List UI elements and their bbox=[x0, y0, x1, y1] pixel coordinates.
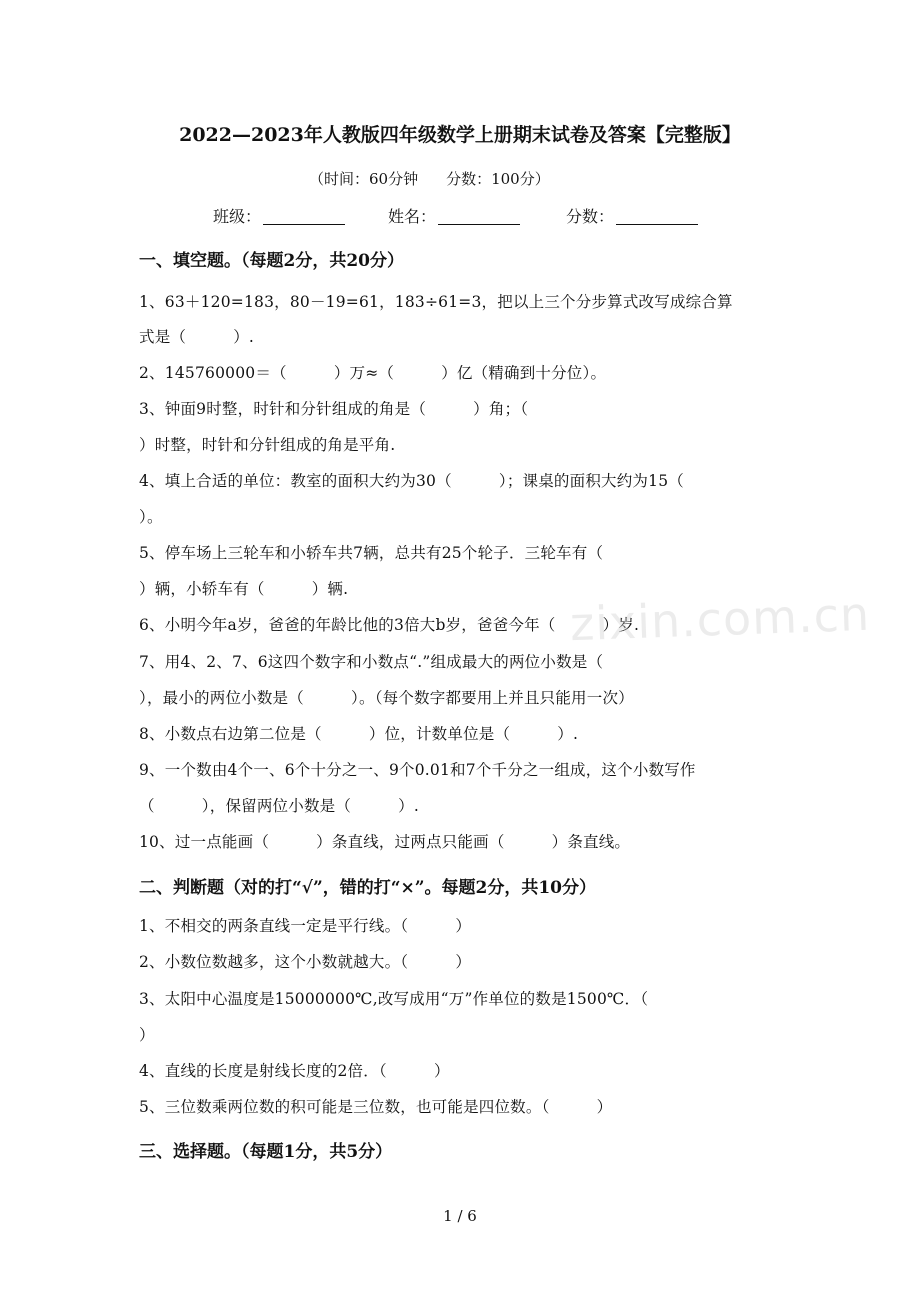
section-choice-heading: 三、选择题。（每题1分，共5分） bbox=[139, 1142, 393, 1162]
class-field bbox=[213, 204, 345, 227]
question-line: ）。 bbox=[139, 508, 163, 526]
watermark: zixin.com.cn bbox=[569, 586, 871, 652]
question-line: ）时整，时针和分针组成的角是平角. bbox=[139, 436, 396, 454]
question-line: 10、过一点能画（ ）条直线，过两点只能画（ ）条直线。 bbox=[139, 833, 631, 851]
question-line: ） bbox=[139, 1026, 155, 1044]
time-label: （时间：60分钟 bbox=[309, 170, 419, 188]
question-line: 2、小数位数越多，这个小数就越大。（ ） bbox=[139, 953, 472, 971]
section-true-false-heading: 二、判断题（对的打“√”，错的打“×”。每题2分，共10分） bbox=[139, 878, 597, 898]
question-line: 7、用4、2、7、6这四个数字和小数点“.”组成最大的两位小数是（ bbox=[139, 653, 604, 671]
class-blank bbox=[263, 208, 345, 225]
name-field bbox=[388, 204, 520, 227]
points-blank bbox=[616, 208, 698, 225]
question-line: 5、三位数乘两位数的积可能是三位数，也可能是四位数。（ ） bbox=[139, 1098, 613, 1116]
question-line: 3、钟面9时整，时针和分针组成的角是（ ）角；（ bbox=[139, 400, 529, 418]
class-label: 班级： bbox=[213, 207, 262, 226]
question-line: 3、太阳中心温度是15000000℃,改写成用“万”作单位的数是1500℃．（ bbox=[139, 990, 649, 1008]
name-blank bbox=[438, 208, 520, 225]
question-line: 5、停车场上三轮车和小轿车共7辆，总共有25个轮子．三轮车有（ bbox=[139, 544, 604, 562]
question-line: 8、小数点右边第二位是（ ）位，计数单位是（ ）. bbox=[139, 725, 579, 743]
score-label: 分数：100分） bbox=[446, 170, 550, 188]
question-line: 式是（ ）. bbox=[139, 328, 255, 346]
section-fill-blank-heading: 一、填空题。（每题2分，共20分） bbox=[139, 251, 404, 271]
question-line: 4、直线的长度是射线长度的2倍．（ ） bbox=[139, 1062, 450, 1080]
name-label: 姓名： bbox=[388, 207, 437, 226]
page-title: 2022—2023年人教版四年级数学上册期末试卷及答案【完整版】 bbox=[179, 124, 741, 146]
question-line: ）辆，小轿车有（ ）辆. bbox=[139, 580, 349, 598]
page-number: 1 / 6 bbox=[443, 1207, 477, 1225]
question-line: 4、填上合适的单位：教室的面积大约为30（ ）；课桌的面积大约为15（ bbox=[139, 472, 684, 490]
exam-meta bbox=[309, 168, 550, 189]
question-line: 6、小明今年a岁，爸爸的年龄比他的3倍大b岁，爸爸今年（ ）岁. bbox=[139, 616, 640, 634]
points-label: 分数： bbox=[566, 207, 615, 226]
question-line: 9、一个数由4个一、6个十分之一、9个0.01和7个千分之一组成，这个小数写作 bbox=[139, 761, 696, 779]
question-line: ），最小的两位小数是（ ）。（每个数字都要用上并且只能用一次） bbox=[139, 689, 634, 707]
question-line: 1、不相交的两条直线一定是平行线。（ ） bbox=[139, 917, 472, 935]
question-line: 1、63＋120=183，80－19=61，183÷61=3，把以上三个分步算式改写成综合算 bbox=[139, 293, 733, 311]
question-line: 2、145760000＝（ ）万≈（ ）亿（精确到十分位）。 bbox=[139, 364, 607, 382]
question-line: （ ），保留两位小数是（ ）. bbox=[139, 797, 419, 815]
points-field bbox=[566, 204, 698, 227]
